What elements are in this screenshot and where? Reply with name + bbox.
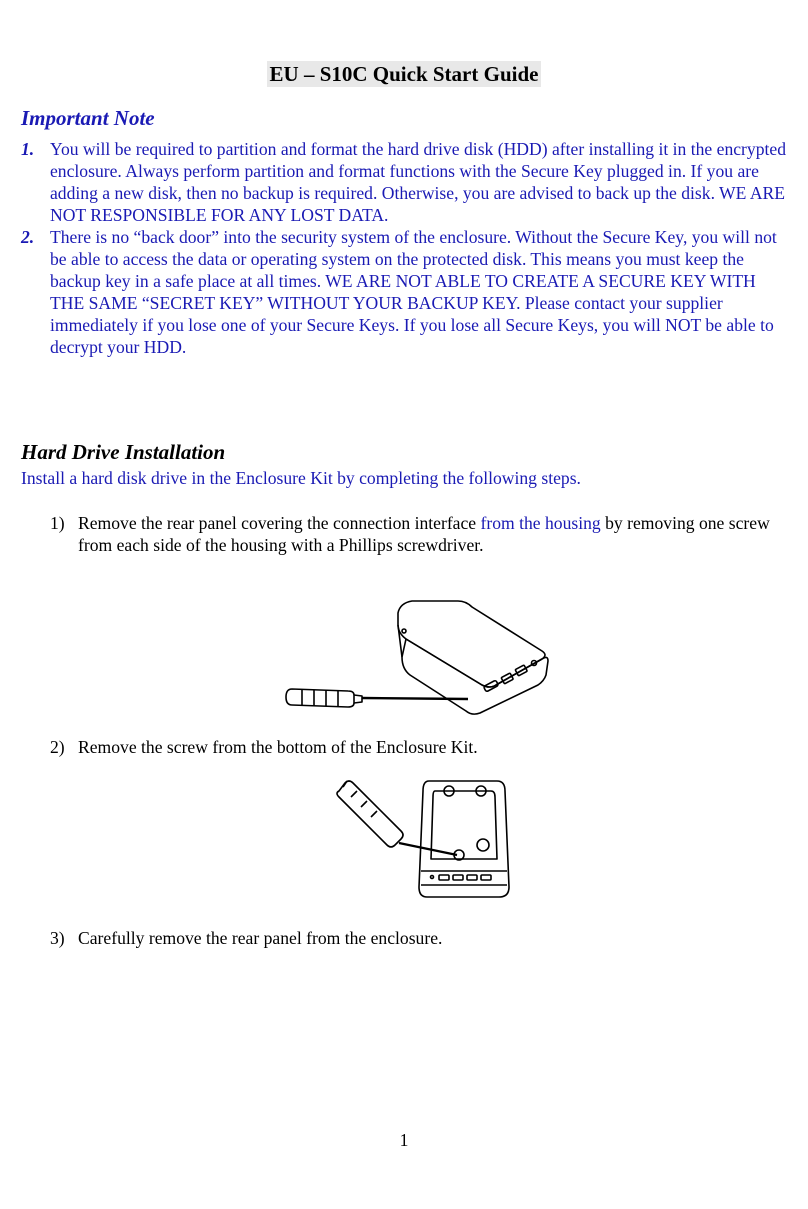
note-number: 1. (21, 139, 35, 159)
installation-intro: Install a hard disk drive in the Enclosure Kit by completing the following steps. (21, 468, 581, 488)
step-text-highlight: from the housing (480, 513, 601, 533)
step-text-part: Remove the rear panel covering the connection interface (78, 513, 481, 533)
note-item-1 (21, 138, 791, 226)
page-number: 1 (399, 1130, 409, 1150)
step-number: 2) (50, 737, 65, 757)
enclosure-bottom-screw-illustration (335, 775, 515, 905)
installation-heading: Hard Drive Installation (21, 440, 226, 464)
step-3 (50, 927, 790, 949)
step-number: 3) (50, 928, 65, 948)
step-1 (50, 512, 790, 556)
step-text: Remove the screw from the bottom of the Enclosure Kit. (78, 737, 478, 757)
step-text-part: by removing one screw from each side of the housing with a Phillips screwdriver. (78, 513, 770, 555)
enclosure-side-screw-illustration (270, 595, 560, 720)
step-2 (50, 736, 790, 758)
title-text: EU – S10C Quick Start Guide (267, 61, 542, 87)
step-text: Carefully remove the rear panel from the enclosure. (78, 928, 443, 948)
step-number: 1) (50, 513, 65, 533)
note-item-2 (21, 226, 791, 358)
step-text (50, 512, 790, 556)
note-number: 2. (21, 227, 35, 247)
important-note-list (21, 138, 791, 358)
note-text: There is no “back door” into the security system of the enclosure. Without the Secure Key, you will not be able to access the data or operating system on the protected disk. This means you must keep the backup key in a safe place at all times. WE ARE NOT ABLE TO CREATE A SECURE KEY WITH THE SAME “SECRET KEY” WITHOUT YOUR BACKUP KEY. Please contact your supplier immediately if you lose one of your Secure Keys. If you lose all Secure Keys, you will NOT be able to decrypt your HDD. (50, 227, 777, 357)
page-title (0, 62, 808, 87)
note-text: You will be required to partition and format the hard drive disk (HDD) after installing it in the encrypted enclosure. Always perform partition and format functions with the Secure Key plugged in. If you are adding a new disk, then no backup is required. Otherwise, you are advised to back up the disk. WE ARE NOT RESPONSIBLE FOR ANY LOST DATA. (50, 139, 786, 225)
important-note-heading: Important Note (21, 106, 155, 130)
